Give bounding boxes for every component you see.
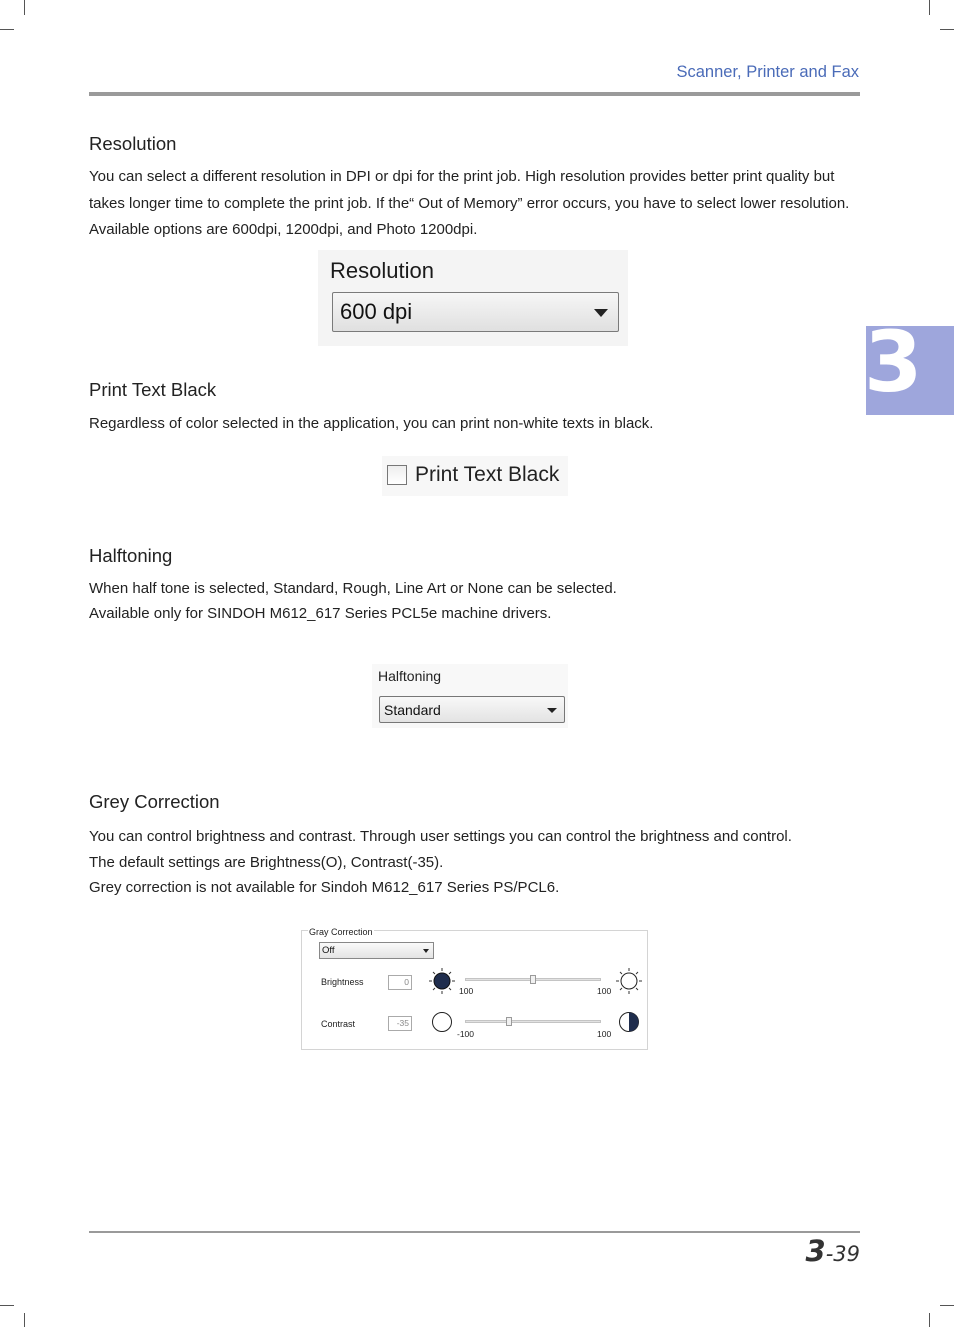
print-text-black-checkbox[interactable] bbox=[387, 465, 407, 485]
chevron-down-icon bbox=[594, 309, 608, 317]
brightness-max-label: 100 bbox=[597, 986, 612, 996]
halftoning-widget bbox=[372, 664, 568, 728]
halftoning-dropdown[interactable] bbox=[379, 696, 565, 723]
section-title-print-text-black: Print Text Black bbox=[89, 379, 217, 400]
chevron-down-icon bbox=[547, 708, 557, 713]
page-number-page: -39 bbox=[825, 1242, 860, 1266]
gray-correction-group bbox=[301, 927, 648, 1050]
section-title-resolution: Resolution bbox=[89, 133, 177, 154]
brightness-input[interactable]: 0 bbox=[388, 975, 412, 990]
gray-correction-selected-value: Off bbox=[322, 945, 335, 956]
page-number bbox=[806, 1234, 861, 1268]
low-contrast-icon bbox=[431, 1011, 453, 1033]
print-text-black-widget bbox=[382, 456, 568, 496]
grey-correction-description-line: Grey correction is not available for Sindoh M612_617 Series PS/PCL6. bbox=[89, 879, 560, 896]
halftoning-description-line: Available only for SINDOH M612_617 Series PCL5e machine drivers. bbox=[89, 605, 552, 622]
grey-correction-description bbox=[89, 823, 859, 900]
contrast-slider-track[interactable] bbox=[465, 1020, 601, 1023]
grey-correction-description-line: The default settings are Brightness(O), Contrast(-35). bbox=[89, 854, 444, 871]
brightness-min-label: 100 bbox=[459, 986, 474, 996]
contrast-max-label: 100 bbox=[597, 1029, 612, 1039]
grey-correction-description-line: You can control brightness and contrast. Through user settings you can control the brightness and control. bbox=[89, 828, 792, 845]
resolution-label: Resolution bbox=[330, 258, 434, 283]
crop-mark bbox=[929, 0, 930, 15]
print-text-black-description: Regardless of color selected in the application, you can print non-white texts in black. bbox=[89, 415, 654, 432]
light-sun-icon bbox=[616, 968, 642, 994]
resolution-widget bbox=[318, 250, 628, 346]
crop-mark bbox=[24, 0, 25, 15]
gray-correction-dropdown[interactable] bbox=[319, 942, 434, 959]
chapter-tab bbox=[864, 313, 954, 415]
resolution-dropdown[interactable] bbox=[332, 292, 619, 332]
crop-mark bbox=[940, 1305, 954, 1306]
header-divider bbox=[89, 92, 860, 96]
gray-correction-title: Gray Correction bbox=[309, 927, 373, 937]
contrast-input[interactable]: -35 bbox=[388, 1016, 412, 1031]
crop-mark bbox=[24, 1313, 25, 1327]
brightness-label: Brightness bbox=[321, 977, 364, 987]
dark-sun-icon bbox=[429, 968, 455, 994]
chapter-tab-number: 3 bbox=[864, 313, 923, 411]
halftoning-label: Halftoning bbox=[378, 668, 442, 684]
print-text-black-label: Print Text Black bbox=[415, 463, 560, 486]
contrast-min-label: -100 bbox=[457, 1029, 475, 1039]
brightness-slider-thumb[interactable] bbox=[530, 975, 536, 984]
halftoning-selected-value: Standard bbox=[384, 702, 441, 718]
footer-divider bbox=[89, 1231, 860, 1233]
contrast-slider-thumb[interactable] bbox=[506, 1017, 512, 1026]
resolution-description: You can select a different resolution in DPI or dpi for the print job. High resolution provides better print quality but takes longer time to complete the print job. If the“ Out of Memory” error occurs, you have to select lower resolution. Available options are 600dpi, 1200dpi, and Photo 1200dpi. bbox=[89, 168, 850, 238]
contrast-label: Contrast bbox=[321, 1019, 356, 1029]
section-title-halftoning: Halftoning bbox=[89, 545, 173, 566]
chevron-down-icon bbox=[423, 949, 429, 953]
crop-mark bbox=[0, 1305, 14, 1306]
crop-mark bbox=[940, 29, 954, 30]
high-contrast-icon bbox=[618, 1011, 640, 1033]
section-title-grey-correction: Grey Correction bbox=[89, 791, 220, 812]
halftoning-description bbox=[89, 576, 859, 626]
halftoning-description-line: When half tone is selected, Standard, Rough, Line Art or None can be selected. bbox=[89, 580, 617, 597]
crop-mark bbox=[929, 1313, 930, 1327]
crop-mark bbox=[0, 29, 14, 30]
page-number-chapter: 3 bbox=[805, 1234, 826, 1268]
resolution-selected-value: 600 dpi bbox=[340, 299, 413, 324]
running-header: Scanner, Printer and Fax bbox=[676, 63, 859, 81]
